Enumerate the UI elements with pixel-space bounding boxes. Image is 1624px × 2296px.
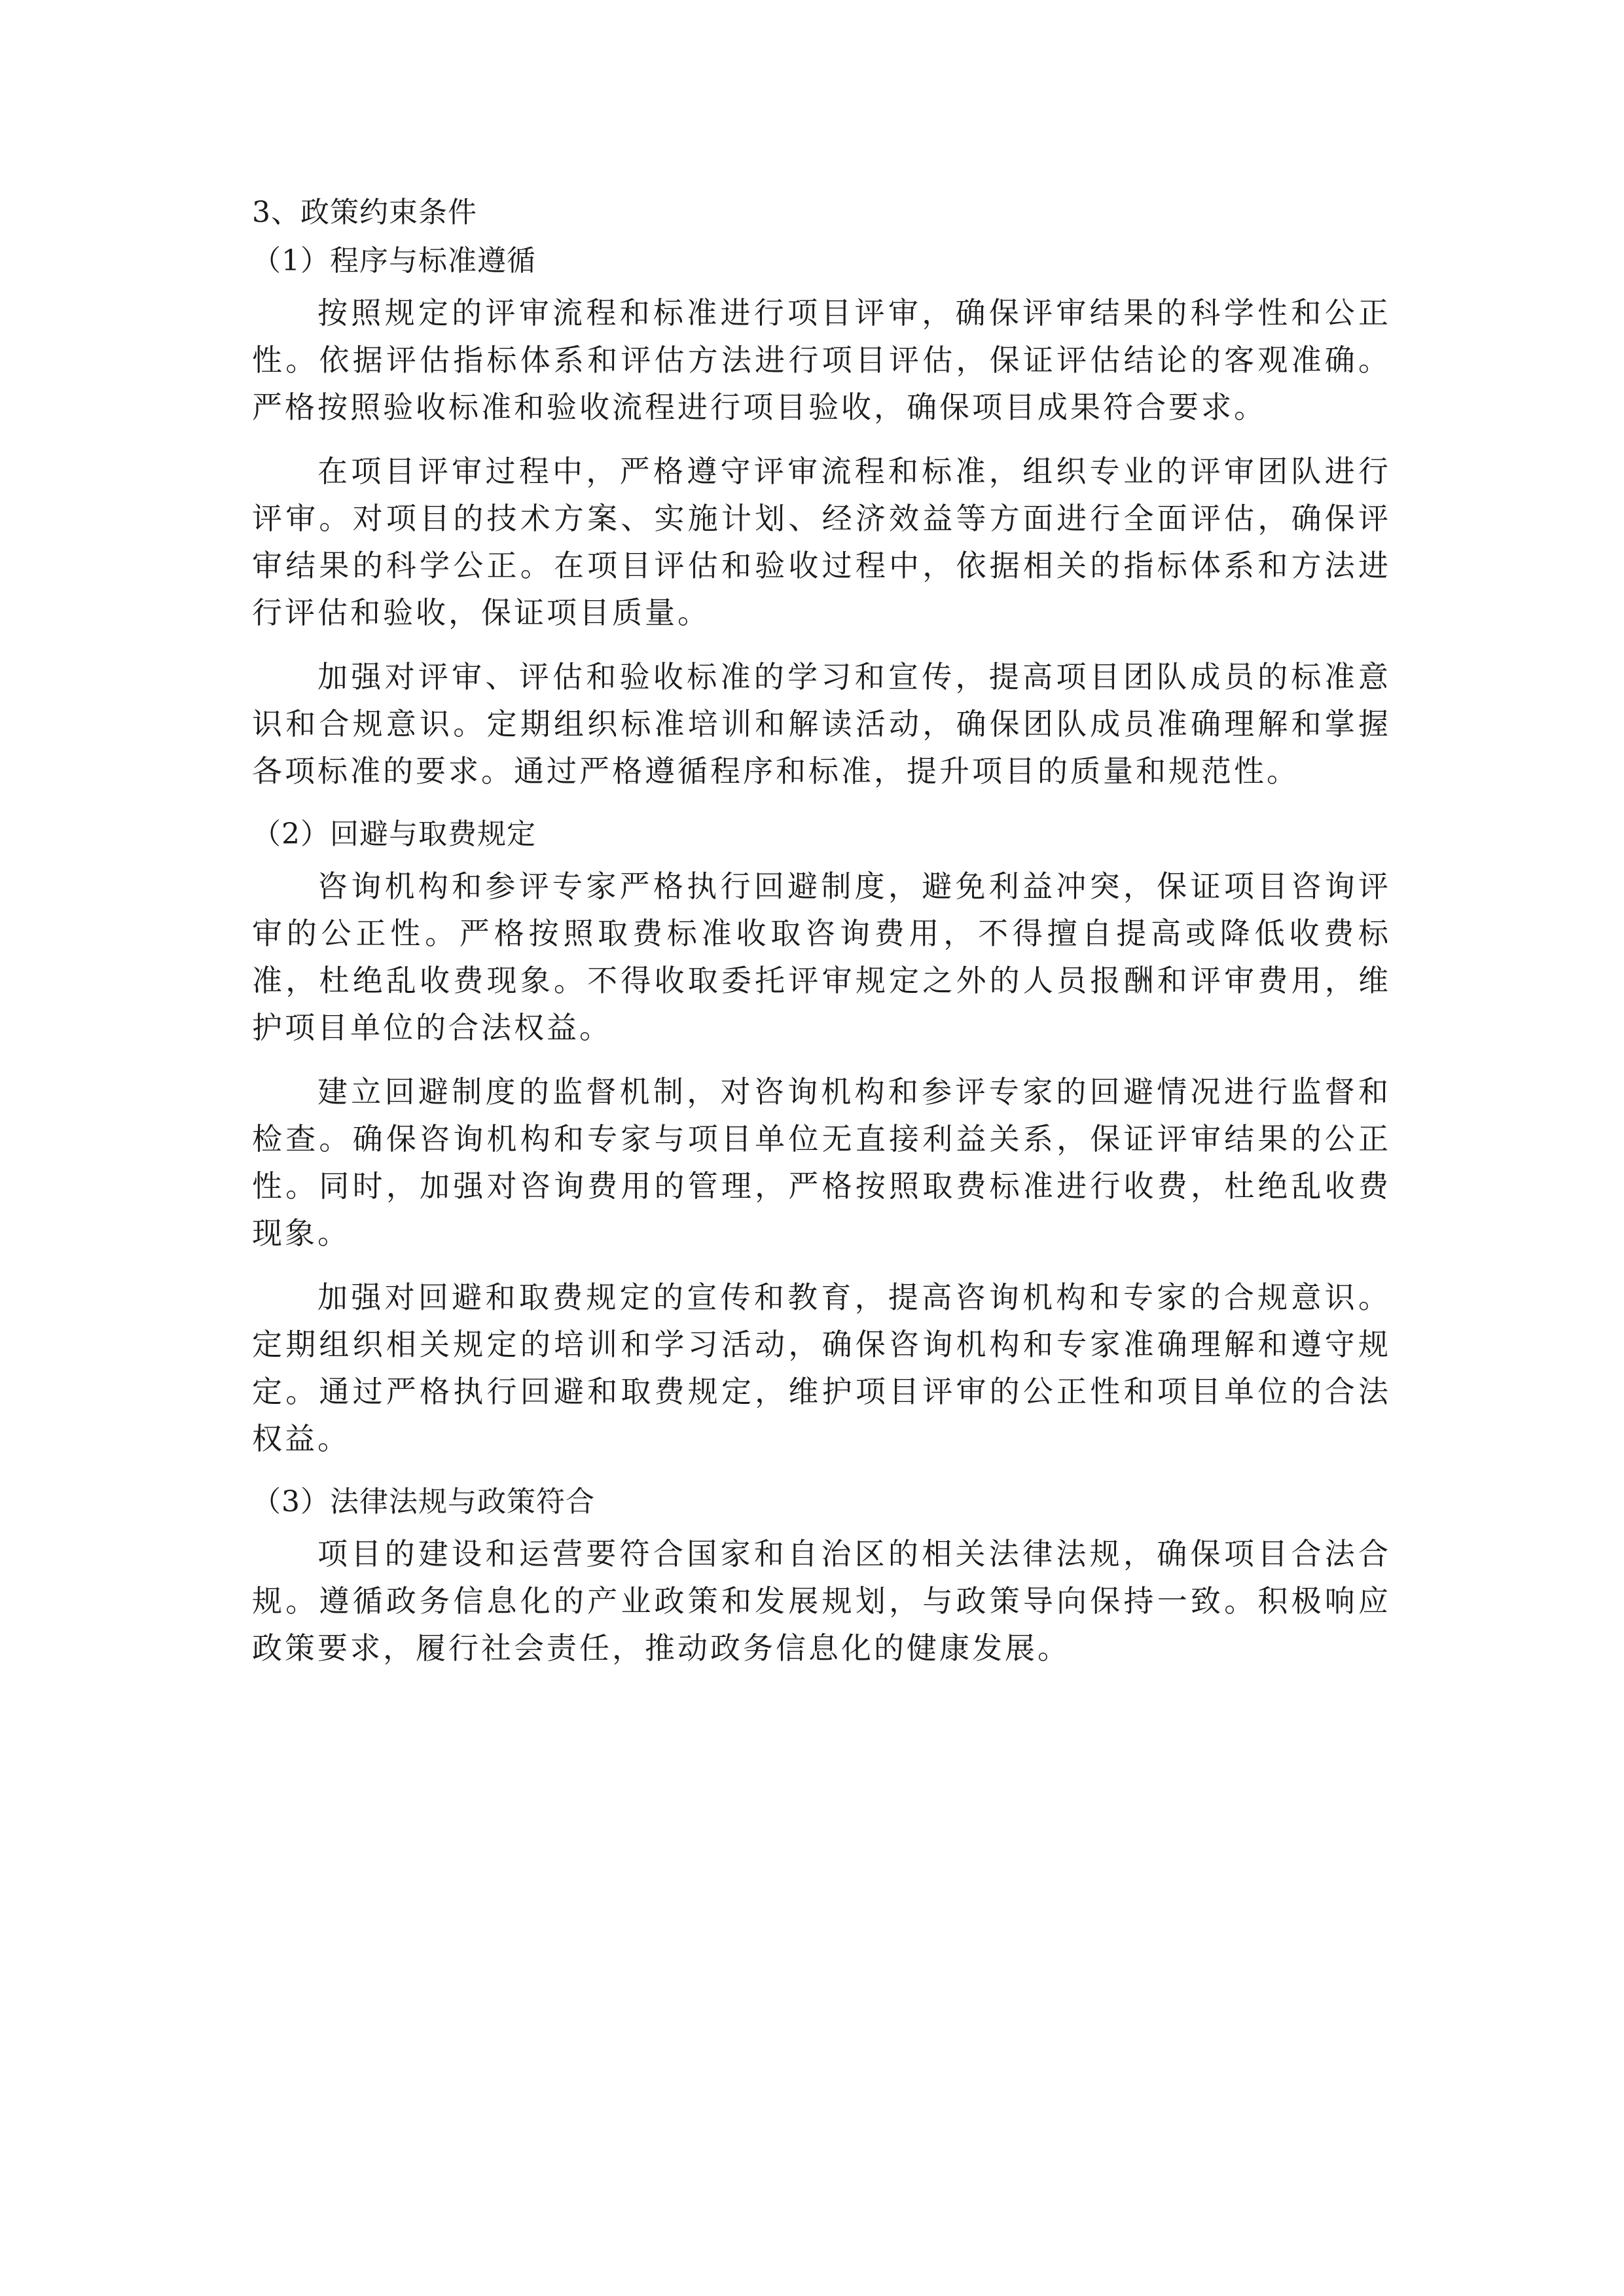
main-heading: 3、政策约束条件 xyxy=(252,196,477,229)
document-body xyxy=(252,190,1391,1689)
section-heading: （1）程序与标准遵循 xyxy=(252,244,536,278)
section-heading: （3）法律法规与政策符合 xyxy=(252,1485,595,1518)
paragraph: 在项目评审过程中，严格遵守评审流程和标准，组织专业的评审团队进行评审。对项目的技术方案、实施计划、经济效益等方面进行全面评估，确保评审结果的科学公正。在项目评估和验收过程中，依据相关的指标体系和方法进行评估和验收，保证项目质量。 xyxy=(252,454,1391,630)
paragraph: 加强对回避和取费规定的宣传和教育，提高咨询机构和专家的合规意识。定期组织相关规定的培训和学习活动，确保咨询机构和专家准确理解和遵守规定。通过严格执行回避和取费规定，维护项目评审的公正性和项目单位的合法权益。 xyxy=(252,1280,1391,1456)
paragraph: 建立回避制度的监督机制，对咨询机构和参评专家的回避情况进行监督和检查。确保咨询机构和专家与项目单位无直接利益关系，保证评审结果的公正性。同时，加强对咨询费用的管理，严格按照取费标准进行收费，杜绝乱收费现象。 xyxy=(252,1074,1391,1251)
paragraph: 咨询机构和参评专家严格执行回避制度，避免利益冲突，保证项目咨询评审的公正性。严格按照取费标准收取咨询费用，不得擅自提高或降低收费标准，杜绝乱收费现象。不得收取委托评审规定之外的人员报酬和评审费用，维护项目单位的合法权益。 xyxy=(252,869,1391,1045)
paragraph: 按照规定的评审流程和标准进行项目评审，确保评审结果的科学性和公正性。依据评估指标体系和评估方法进行项目评估，保证评估结论的客观准确。严格按照验收标准和验收流程进行项目验收，确保项目成果符合要求。 xyxy=(252,295,1391,425)
paragraph: 项目的建设和运营要符合国家和自治区的相关法律法规，确保项目合法合规。遵循政务信息化的产业政策和发展规划，与政策导向保持一致。积极响应政策要求，履行社会责任，推动政务信息化的健康发展。 xyxy=(252,1536,1391,1666)
paragraph: 加强对评审、评估和验收标准的学习和宣传，提高项目团队成员的标准意识和合规意识。定期组织标准培训和解读活动，确保团队成员准确理解和掌握各项标准的要求。通过严格遵循程序和标准，提升项目的质量和规范性。 xyxy=(252,659,1391,789)
section-laws-policy xyxy=(252,1479,1391,1672)
section-procedure-standards xyxy=(252,238,1391,795)
section-recusal-fees xyxy=(252,812,1391,1462)
section-heading: （2）回避与取费规定 xyxy=(252,817,536,851)
